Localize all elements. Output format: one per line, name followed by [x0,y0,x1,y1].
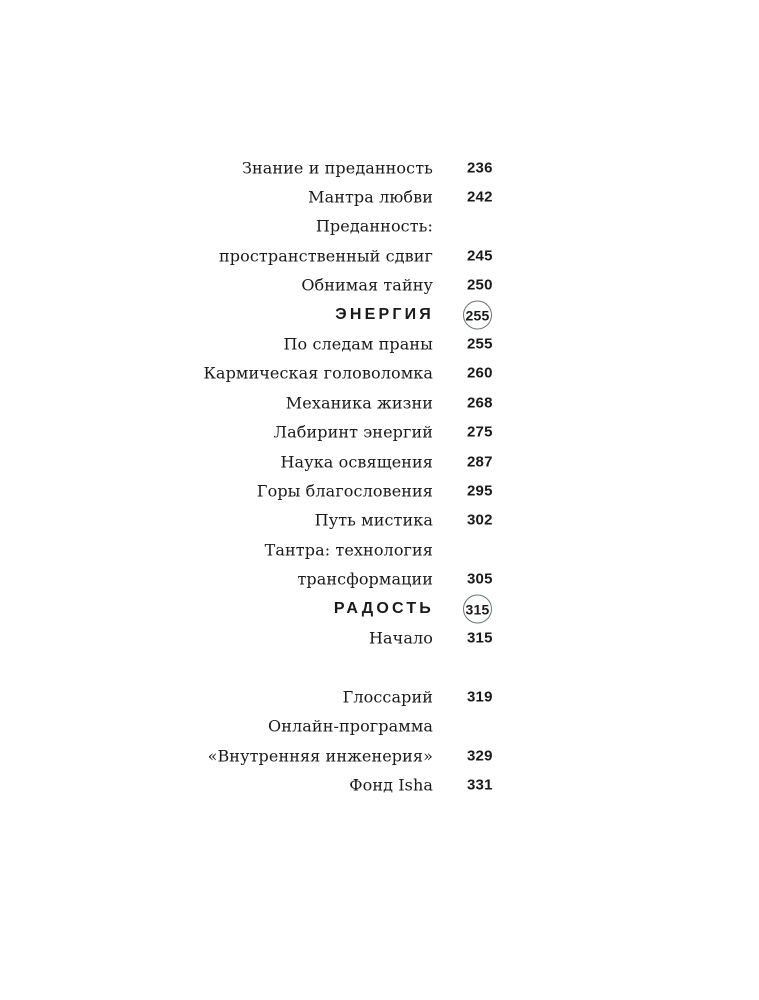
toc-spacer [0,653,759,682]
toc-entry-nachalo [0,623,759,652]
toc-entry-title: Обнимая тайну [301,275,433,295]
toc-entry-page: 287 [467,453,493,471]
table-of-contents [0,153,759,800]
toc-entry-page: 260 [467,364,493,382]
toc-entry-obnimaya [0,271,759,300]
toc-entry-karmicheskaya [0,359,759,388]
toc-entry-page: 236 [467,159,493,177]
section-page-circled: 315 [463,594,492,623]
toc-entry-page: 302 [467,511,493,529]
toc-entry-nauka [0,447,759,476]
toc-entry-page: 245 [467,247,493,265]
toc-entry-page: 329 [467,747,493,764]
toc-entry-title: Кармическая головоломка [203,363,433,383]
toc-entry-page: 331 [467,776,493,794]
toc-entry-fond [0,770,759,799]
toc-entry-title: трансформации [297,569,433,589]
toc-entry-predannost-line2 [0,241,759,270]
toc-entry-gory [0,476,759,505]
toc-entry-title: Путь мистика [314,510,433,530]
toc-entry-online-line2 [0,741,759,770]
toc-entry-page: 295 [467,482,493,500]
section-heading: РАДОСТЬ [333,599,434,617]
toc-entry-page: 315 [467,629,493,647]
toc-entry-title: Преданность: [315,216,433,236]
toc-entry-online-line1 [0,711,759,740]
toc-entry-page: 255 [467,335,493,353]
toc-entry-title: Наука освящения [280,452,433,472]
toc-entry-title: По следам праны [283,334,433,354]
toc-entry-labirint [0,418,759,447]
toc-entry-page: 250 [467,276,493,294]
toc-entry-po-sledam [0,329,759,358]
toc-entry-glossariy [0,682,759,711]
toc-entry-znanie [0,153,759,182]
toc-entry-title: Начало [368,628,433,648]
toc-entry-title: Онлайн-программа [268,716,433,736]
toc-entry-title: «Внутренняя инженерия» [207,746,433,765]
toc-entry-title: Лабиринт энергий [273,422,433,442]
toc-entry-title: Глоссарий [342,687,433,707]
section-heading: ЭНЕРГИЯ [335,305,434,323]
toc-entry-mekhanika [0,388,759,417]
toc-entry-title: Механика жизни [285,393,433,413]
toc-entry-mantra [0,182,759,211]
toc-entry-title: Мантра любви [308,187,433,207]
toc-entry-page: 319 [467,688,493,706]
toc-entry-title: Горы благословения [256,481,433,501]
toc-entry-tantra-line2 [0,564,759,593]
toc-entry-put [0,506,759,535]
toc-entry-page: 268 [467,394,493,412]
toc-entry-page: 305 [467,570,493,588]
toc-section-radost [0,594,759,623]
toc-entry-page: 242 [467,188,493,206]
toc-entry-page: 275 [467,423,493,441]
toc-entry-predannost-line1 [0,212,759,241]
toc-section-energiya [0,300,759,329]
toc-entry-title: Тантра: технология [264,540,433,560]
toc-entry-title: Знание и преданность [241,158,433,178]
section-page-circled: 255 [463,300,492,329]
toc-entry-title: Фонд Isha [349,775,433,795]
toc-entry-title: пространственный сдвиг [219,246,433,266]
toc-entry-tantra-line1 [0,535,759,564]
